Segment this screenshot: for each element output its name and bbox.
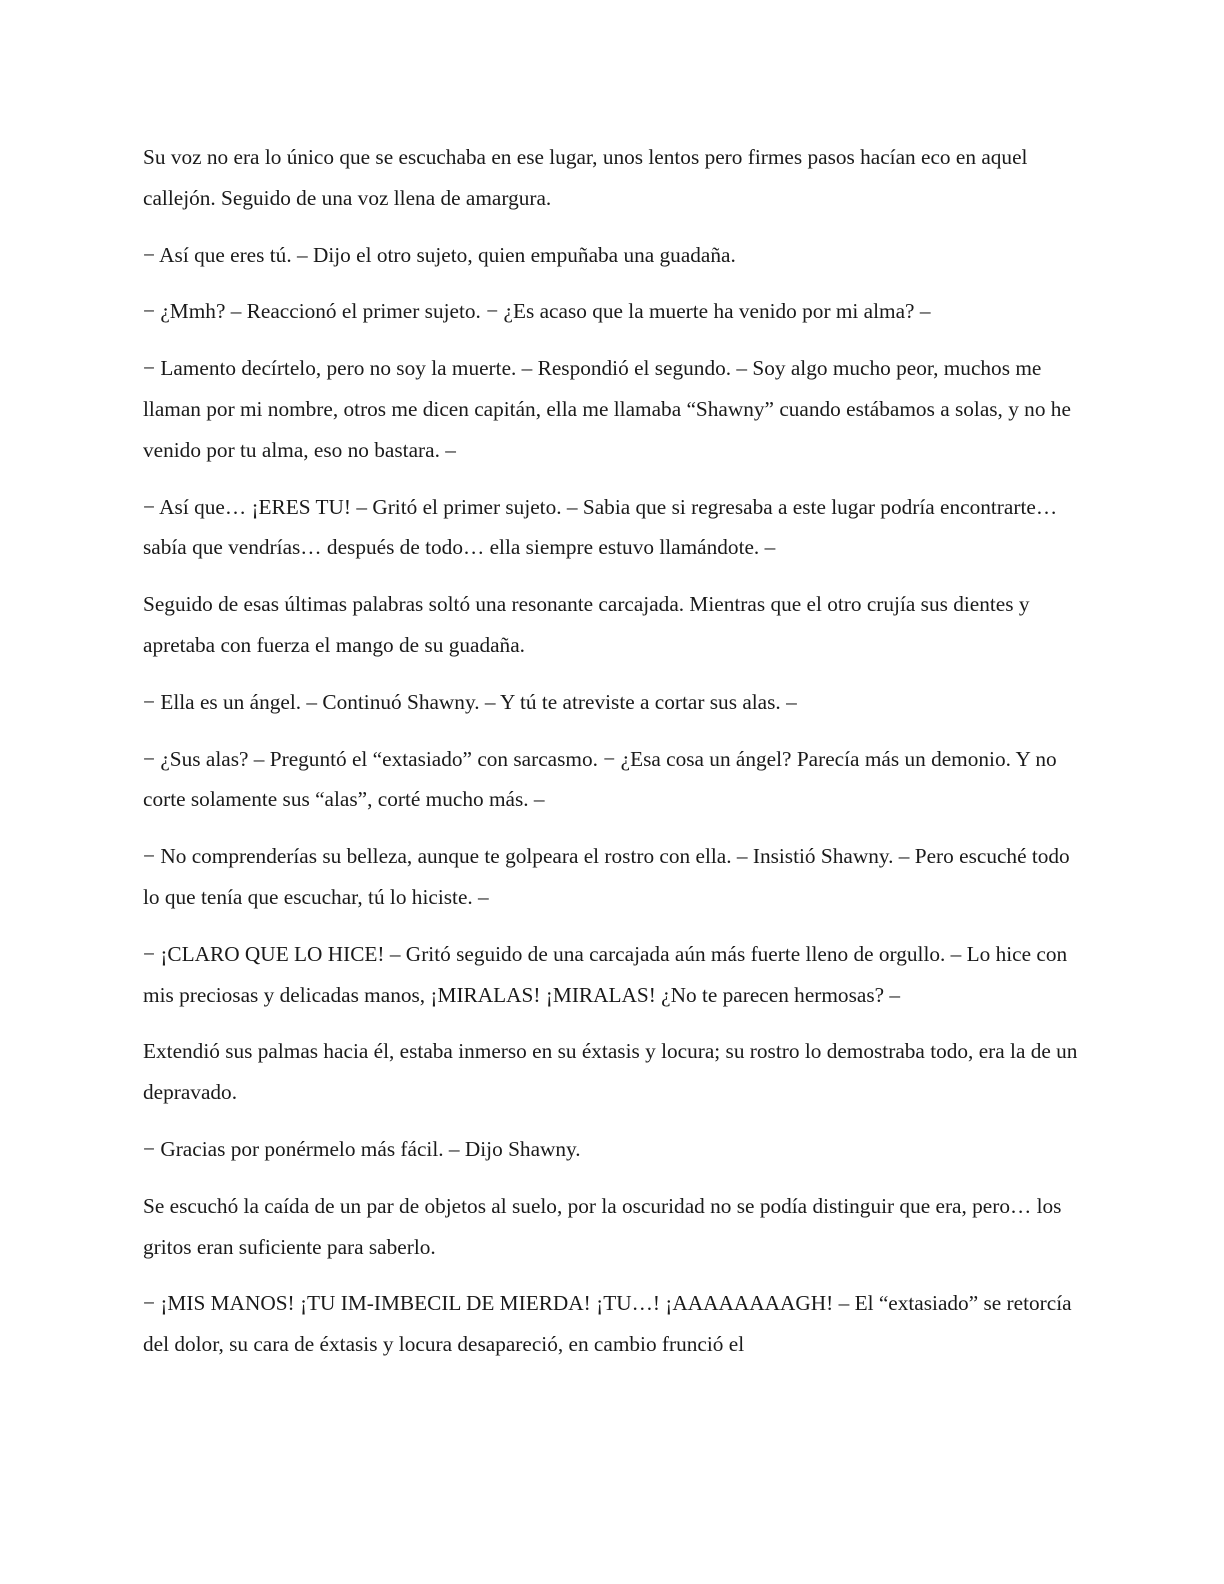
document-page — [143, 137, 1078, 1381]
paragraph: − Ella es un ángel. – Continuó Shawny. – Y tú te atreviste a cortar sus alas. – — [143, 689, 797, 714]
paragraph: Se escuchó la caída de un par de objetos al suelo, por la oscuridad no se podía distinguir que era, pero… los gritos eran suficiente para saberlo. — [143, 1193, 1062, 1259]
paragraph: − ¡MIS MANOS! ¡TU IM-IMBECIL DE MIERDA! ¡TU…! ¡AAAAAAAAGH! – El “extasiado” se retorcía del dolor, su cara de éxtasis y locura desapareció, en cambio frunció el — [143, 1291, 1072, 1357]
paragraph: − ¡CLARO QUE LO HICE! – Gritó seguido de una carcajada aún más fuerte lleno de orgullo. – Lo hice con mis preciosas y delicadas manos, ¡MIRALAS! ¡MIRALAS! ¿No te parecen hermosas? – — [143, 941, 1068, 1007]
paragraph: − Gracias por ponérmelo más fácil. – Dijo Shawny. — [143, 1136, 581, 1161]
paragraph: − Así que eres tú. – Dijo el otro sujeto, quien empuñaba una guadaña. — [143, 242, 736, 267]
paragraph: − ¿Mmh? – Reaccionó el primer sujeto. − ¿Es acaso que la muerte ha venido por mi alma? – — [143, 299, 931, 324]
paragraph: − No comprenderías su belleza, aunque te golpeara el rostro con ella. – Insistió Shawny. – Pero escuché todo lo que tenía que escuchar, tú lo hiciste. – — [143, 844, 1070, 909]
paragraph: Extendió sus palmas hacia él, estaba inmerso en su éxtasis y locura; su rostro lo demostraba todo, era la de un depravado. — [143, 1039, 1078, 1105]
paragraph: Seguido de esas últimas palabras soltó una resonante carcajada. Mientras que el otro crujía sus dientes y apretaba con fuerza el mango de su guadaña. — [143, 592, 1030, 657]
paragraph: − Así que… ¡ERES TU! – Gritó el primer sujeto. – Sabia que si regresaba a este lugar podría encontrarte… sabía que vendrías… después de todo… ella siempre estuvo llamándote. – — [143, 494, 1058, 560]
paragraph: − Lamento decírtelo, pero no soy la muerte. – Respondió el segundo. – Soy algo mucho peor, muchos me llaman por mi nombre, otros me dicen capitán, ella me llamaba “Shawny” cuando estábamos a solas, y no he venido por tu alma, eso no bastara. – — [143, 356, 1071, 462]
paragraph: Su voz no era lo único que se escuchaba en ese lugar, unos lentos pero firmes pasos hacían eco en aquel callejón. Seguido de una voz llena de amargura. — [143, 145, 1028, 210]
paragraph: − ¿Sus alas? – Preguntó el “extasiado” con sarcasmo. − ¿Esa cosa un ángel? Parecía más un demonio. Y no corte solamente sus “alas”, corté mucho más. – — [143, 746, 1057, 812]
